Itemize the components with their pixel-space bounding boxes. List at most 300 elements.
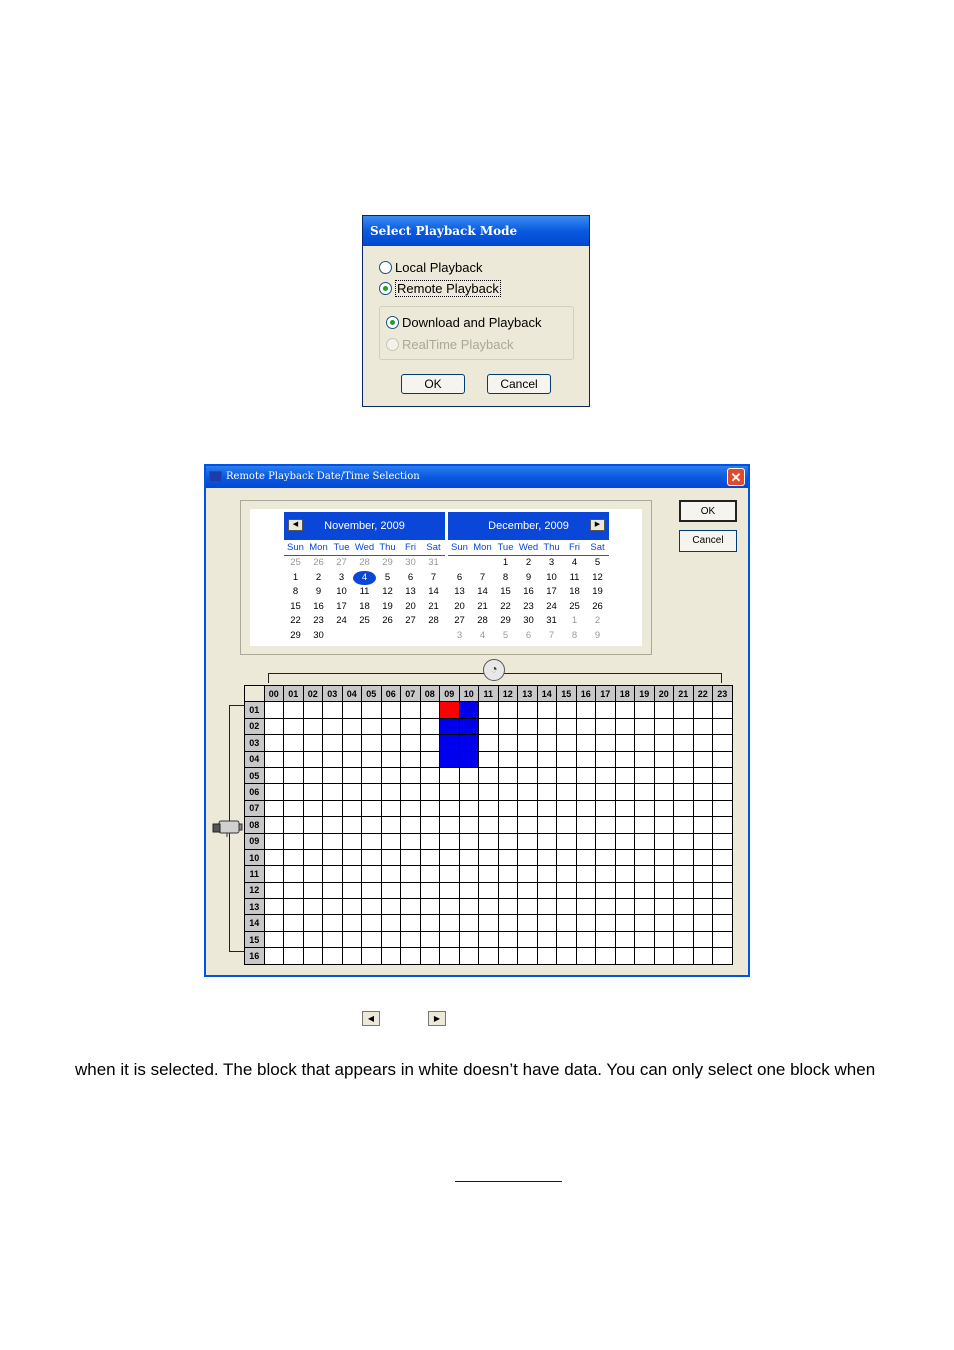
time-block[interactable] <box>342 767 362 783</box>
time-block[interactable] <box>693 931 713 947</box>
day-cell[interactable]: 11 <box>359 586 370 598</box>
time-block[interactable] <box>576 817 596 833</box>
time-block[interactable] <box>713 931 733 947</box>
day-cell[interactable]: 9 <box>594 629 601 641</box>
time-block[interactable] <box>362 784 382 800</box>
channel-header[interactable]: 02 <box>245 718 265 734</box>
time-block[interactable] <box>635 882 655 898</box>
time-block[interactable] <box>576 767 596 783</box>
hour-header[interactable]: 07 <box>401 686 421 702</box>
channel-header[interactable]: 10 <box>245 849 265 865</box>
remote-playback-radio[interactable] <box>379 280 501 298</box>
time-block[interactable] <box>323 800 343 816</box>
time-block[interactable] <box>284 849 304 865</box>
time-block[interactable] <box>596 931 616 947</box>
time-block[interactable] <box>420 767 440 783</box>
day-cell[interactable]: 8 <box>571 629 578 641</box>
time-block[interactable] <box>440 702 460 718</box>
time-block[interactable] <box>557 833 577 849</box>
time-block[interactable] <box>323 784 343 800</box>
time-block[interactable] <box>362 735 382 751</box>
time-block[interactable] <box>420 882 440 898</box>
time-block[interactable] <box>498 915 518 931</box>
time-block[interactable] <box>440 899 460 915</box>
time-block[interactable] <box>674 718 694 734</box>
day-cell[interactable]: 25 <box>359 615 370 627</box>
time-block[interactable] <box>674 899 694 915</box>
time-block[interactable] <box>518 849 538 865</box>
time-block[interactable] <box>401 931 421 947</box>
channel-header[interactable]: 09 <box>245 833 265 849</box>
time-block[interactable] <box>713 882 733 898</box>
channel-header[interactable]: 16 <box>245 948 265 964</box>
time-block[interactable] <box>674 866 694 882</box>
day-cell[interactable]: 12 <box>382 586 393 598</box>
day-cell[interactable]: 6 <box>407 571 414 583</box>
time-block[interactable] <box>459 800 479 816</box>
time-block[interactable] <box>303 866 323 882</box>
day-cell[interactable]: 6 <box>525 629 532 641</box>
time-block[interactable] <box>674 817 694 833</box>
time-block[interactable] <box>401 751 421 767</box>
time-block[interactable] <box>654 849 674 865</box>
time-block[interactable] <box>635 849 655 865</box>
time-block[interactable] <box>576 849 596 865</box>
time-block[interactable] <box>498 882 518 898</box>
time-block[interactable] <box>323 849 343 865</box>
time-block[interactable] <box>303 702 323 718</box>
day-cell[interactable]: 26 <box>592 600 603 612</box>
time-block[interactable] <box>303 735 323 751</box>
time-block[interactable] <box>342 899 362 915</box>
time-block[interactable] <box>693 767 713 783</box>
time-block[interactable] <box>518 718 538 734</box>
time-block[interactable] <box>342 882 362 898</box>
channel-header[interactable]: 04 <box>245 751 265 767</box>
time-block[interactable] <box>557 767 577 783</box>
time-block[interactable] <box>693 800 713 816</box>
time-block[interactable] <box>440 948 460 964</box>
time-block[interactable] <box>537 767 557 783</box>
time-block[interactable] <box>693 833 713 849</box>
time-block[interactable] <box>264 931 284 947</box>
time-block[interactable] <box>420 899 440 915</box>
time-block[interactable] <box>693 702 713 718</box>
time-block[interactable] <box>635 702 655 718</box>
day-cell[interactable]: 1 <box>571 615 578 627</box>
time-block[interactable] <box>635 866 655 882</box>
day-cell[interactable]: 2 <box>594 615 601 627</box>
time-block[interactable] <box>342 833 362 849</box>
time-block[interactable] <box>303 751 323 767</box>
time-block[interactable] <box>576 866 596 882</box>
time-block[interactable] <box>537 915 557 931</box>
time-block[interactable] <box>284 735 304 751</box>
time-block[interactable] <box>654 931 674 947</box>
day-cell[interactable]: 30 <box>313 629 324 641</box>
time-block[interactable] <box>498 817 518 833</box>
time-block[interactable] <box>420 751 440 767</box>
time-block[interactable] <box>654 817 674 833</box>
day-cell[interactable]: 2 <box>525 557 532 568</box>
day-cell[interactable]: 15 <box>500 586 511 598</box>
time-block[interactable] <box>518 784 538 800</box>
day-cell[interactable]: 14 <box>477 586 488 598</box>
time-block[interactable] <box>537 899 557 915</box>
time-block[interactable] <box>381 849 401 865</box>
time-block[interactable] <box>518 931 538 947</box>
time-block[interactable] <box>615 718 635 734</box>
day-cell[interactable]: 3 <box>548 557 555 568</box>
day-cell[interactable]: 2 <box>315 571 322 583</box>
time-block[interactable] <box>615 882 635 898</box>
time-block[interactable] <box>615 849 635 865</box>
time-block[interactable] <box>264 833 284 849</box>
time-block[interactable] <box>518 833 538 849</box>
time-block[interactable] <box>518 866 538 882</box>
time-block[interactable] <box>596 718 616 734</box>
time-block[interactable] <box>537 735 557 751</box>
hour-header[interactable]: 18 <box>615 686 635 702</box>
time-block[interactable] <box>303 784 323 800</box>
day-cell[interactable]: 28 <box>428 615 439 627</box>
time-block[interactable] <box>323 915 343 931</box>
time-block[interactable] <box>576 931 596 947</box>
time-block[interactable] <box>693 784 713 800</box>
time-block[interactable] <box>459 849 479 865</box>
local-playback-radio[interactable] <box>379 259 482 277</box>
day-cell[interactable]: 31 <box>428 557 439 568</box>
time-block[interactable] <box>303 817 323 833</box>
download-and-playback-radio[interactable] <box>386 314 541 332</box>
time-block[interactable] <box>284 702 304 718</box>
channel-header[interactable]: 07 <box>245 800 265 816</box>
time-block[interactable] <box>615 915 635 931</box>
time-block[interactable] <box>303 882 323 898</box>
time-block[interactable] <box>713 800 733 816</box>
time-block[interactable] <box>635 817 655 833</box>
day-cell[interactable]: 27 <box>454 615 465 627</box>
channel-header[interactable]: 12 <box>245 882 265 898</box>
time-block[interactable] <box>323 866 343 882</box>
time-block[interactable] <box>596 849 616 865</box>
time-block[interactable] <box>381 702 401 718</box>
time-block[interactable] <box>615 948 635 964</box>
time-block[interactable] <box>459 784 479 800</box>
time-block[interactable] <box>362 702 382 718</box>
cancel-button[interactable]: Cancel <box>679 530 737 552</box>
time-block[interactable] <box>323 702 343 718</box>
time-block[interactable] <box>401 735 421 751</box>
day-cell[interactable]: 30 <box>523 615 534 627</box>
time-block[interactable] <box>713 915 733 931</box>
time-block[interactable] <box>615 866 635 882</box>
ok-button[interactable]: OK <box>401 374 465 394</box>
day-cell[interactable]: 8 <box>502 571 509 583</box>
day-cell[interactable]: 29 <box>290 629 301 641</box>
hour-header[interactable]: 19 <box>635 686 655 702</box>
time-block[interactable] <box>342 948 362 964</box>
time-block[interactable] <box>284 866 304 882</box>
hour-header[interactable]: 14 <box>537 686 557 702</box>
time-block[interactable] <box>635 915 655 931</box>
channel-header[interactable]: 14 <box>245 915 265 931</box>
time-block[interactable] <box>362 833 382 849</box>
day-cell[interactable]: 4 <box>353 571 376 586</box>
time-block[interactable] <box>537 882 557 898</box>
time-block[interactable] <box>342 931 362 947</box>
day-cell[interactable]: 3 <box>456 629 463 641</box>
time-block[interactable] <box>557 751 577 767</box>
close-button[interactable]: ✕ <box>727 468 745 486</box>
hour-header[interactable]: 00 <box>264 686 284 702</box>
time-block[interactable] <box>654 833 674 849</box>
time-block[interactable] <box>362 800 382 816</box>
time-block[interactable] <box>596 784 616 800</box>
time-block[interactable] <box>303 899 323 915</box>
time-block[interactable] <box>654 767 674 783</box>
time-block[interactable] <box>459 915 479 931</box>
time-block[interactable] <box>264 767 284 783</box>
time-block[interactable] <box>596 833 616 849</box>
time-block[interactable] <box>635 751 655 767</box>
time-block[interactable] <box>479 833 499 849</box>
channel-header[interactable]: 11 <box>245 866 265 882</box>
time-block[interactable] <box>303 718 323 734</box>
time-block[interactable] <box>713 751 733 767</box>
time-block[interactable] <box>362 899 382 915</box>
time-block[interactable] <box>674 849 694 865</box>
time-block[interactable] <box>693 849 713 865</box>
day-cell[interactable]: 5 <box>594 557 601 568</box>
time-block[interactable] <box>342 735 362 751</box>
day-cell[interactable]: 29 <box>500 615 511 627</box>
time-block[interactable] <box>381 915 401 931</box>
day-cell[interactable]: 27 <box>405 615 416 627</box>
day-cell[interactable]: 9 <box>525 571 532 583</box>
time-block[interactable] <box>479 784 499 800</box>
time-block[interactable] <box>303 833 323 849</box>
time-block[interactable] <box>381 931 401 947</box>
time-block[interactable] <box>518 751 538 767</box>
time-block[interactable] <box>654 800 674 816</box>
time-block[interactable] <box>674 948 694 964</box>
time-block[interactable] <box>615 767 635 783</box>
time-block[interactable] <box>479 915 499 931</box>
time-block[interactable] <box>401 866 421 882</box>
time-block[interactable] <box>284 718 304 734</box>
hour-header[interactable]: 21 <box>674 686 694 702</box>
time-block[interactable] <box>440 931 460 947</box>
time-block[interactable] <box>459 751 479 767</box>
time-block[interactable] <box>654 915 674 931</box>
time-block[interactable] <box>323 751 343 767</box>
time-block[interactable] <box>557 735 577 751</box>
time-block[interactable] <box>635 833 655 849</box>
time-block[interactable] <box>479 882 499 898</box>
time-block[interactable] <box>284 767 304 783</box>
time-block[interactable] <box>537 800 557 816</box>
day-cell[interactable]: 13 <box>405 586 416 598</box>
time-block[interactable] <box>303 948 323 964</box>
time-block[interactable] <box>654 866 674 882</box>
time-block[interactable] <box>264 751 284 767</box>
time-block[interactable] <box>518 702 538 718</box>
hour-header[interactable]: 03 <box>323 686 343 702</box>
time-block[interactable] <box>440 882 460 898</box>
day-cell[interactable]: 28 <box>477 615 488 627</box>
time-block[interactable] <box>576 718 596 734</box>
time-block[interactable] <box>284 948 304 964</box>
time-block[interactable] <box>284 931 304 947</box>
time-block[interactable] <box>303 915 323 931</box>
time-block[interactable] <box>537 833 557 849</box>
time-block[interactable] <box>420 784 440 800</box>
time-block[interactable] <box>713 817 733 833</box>
time-block[interactable] <box>654 948 674 964</box>
time-block[interactable] <box>674 931 694 947</box>
time-block[interactable] <box>635 931 655 947</box>
day-cell[interactable]: 10 <box>336 586 347 598</box>
time-block[interactable] <box>518 899 538 915</box>
time-block[interactable] <box>479 718 499 734</box>
time-block[interactable] <box>342 800 362 816</box>
time-block[interactable] <box>557 866 577 882</box>
day-cell[interactable]: 10 <box>546 571 557 583</box>
time-block[interactable] <box>420 833 440 849</box>
time-block[interactable] <box>381 817 401 833</box>
time-block[interactable] <box>713 702 733 718</box>
time-block[interactable] <box>498 702 518 718</box>
time-block[interactable] <box>342 702 362 718</box>
day-cell[interactable]: 18 <box>569 586 580 598</box>
time-block[interactable] <box>674 735 694 751</box>
time-block[interactable] <box>401 718 421 734</box>
hour-header[interactable]: 02 <box>303 686 323 702</box>
day-cell[interactable]: 19 <box>592 586 603 598</box>
time-block[interactable] <box>518 817 538 833</box>
time-block[interactable] <box>654 882 674 898</box>
hour-header[interactable]: 08 <box>420 686 440 702</box>
time-block[interactable] <box>342 784 362 800</box>
time-block[interactable] <box>576 702 596 718</box>
time-block[interactable] <box>362 767 382 783</box>
time-block[interactable] <box>459 735 479 751</box>
time-block[interactable] <box>498 931 518 947</box>
time-block[interactable] <box>654 702 674 718</box>
time-block[interactable] <box>693 735 713 751</box>
hour-header[interactable]: 13 <box>518 686 538 702</box>
time-block[interactable] <box>596 817 616 833</box>
time-block[interactable] <box>459 718 479 734</box>
time-block[interactable] <box>362 882 382 898</box>
time-block[interactable] <box>362 751 382 767</box>
time-block[interactable] <box>576 882 596 898</box>
time-block[interactable] <box>576 784 596 800</box>
time-block[interactable] <box>674 882 694 898</box>
time-block[interactable] <box>498 784 518 800</box>
time-block[interactable] <box>440 751 460 767</box>
time-block[interactable] <box>518 948 538 964</box>
day-cell[interactable]: 1 <box>502 557 509 568</box>
day-cell[interactable]: 12 <box>592 571 603 583</box>
time-block[interactable] <box>303 767 323 783</box>
day-cell[interactable]: 11 <box>569 571 580 583</box>
time-block[interactable] <box>498 735 518 751</box>
day-cell[interactable]: 13 <box>454 586 465 598</box>
time-block[interactable] <box>693 751 713 767</box>
day-cell[interactable]: 6 <box>456 571 463 583</box>
hour-header[interactable]: 15 <box>557 686 577 702</box>
time-block[interactable] <box>596 735 616 751</box>
time-block[interactable] <box>518 735 538 751</box>
time-block[interactable] <box>693 899 713 915</box>
hour-header[interactable]: 11 <box>479 686 499 702</box>
day-cell[interactable]: 21 <box>477 600 488 612</box>
time-block[interactable] <box>420 849 440 865</box>
time-block[interactable] <box>596 915 616 931</box>
time-block[interactable] <box>264 899 284 915</box>
time-block[interactable] <box>693 915 713 931</box>
time-block[interactable] <box>264 915 284 931</box>
day-cell[interactable]: 4 <box>571 557 578 568</box>
time-block[interactable] <box>557 817 577 833</box>
day-cell[interactable]: 17 <box>546 586 557 598</box>
time-block[interactable] <box>264 817 284 833</box>
time-block[interactable] <box>342 718 362 734</box>
time-block[interactable] <box>596 948 616 964</box>
time-block[interactable] <box>635 800 655 816</box>
time-block[interactable] <box>615 702 635 718</box>
time-block[interactable] <box>596 882 616 898</box>
time-block[interactable] <box>420 800 440 816</box>
day-cell[interactable]: 22 <box>500 600 511 612</box>
hour-header[interactable]: 04 <box>342 686 362 702</box>
time-block[interactable] <box>401 849 421 865</box>
time-block[interactable] <box>674 784 694 800</box>
time-block[interactable] <box>615 931 635 947</box>
time-block[interactable] <box>362 866 382 882</box>
time-block[interactable] <box>615 817 635 833</box>
time-block[interactable] <box>596 899 616 915</box>
time-block[interactable] <box>557 784 577 800</box>
day-cell[interactable]: 7 <box>430 571 437 583</box>
time-block[interactable] <box>362 948 382 964</box>
time-block[interactable] <box>654 718 674 734</box>
time-block[interactable] <box>498 899 518 915</box>
time-block[interactable] <box>284 817 304 833</box>
time-block[interactable] <box>420 718 440 734</box>
time-block[interactable] <box>264 882 284 898</box>
time-block[interactable] <box>323 931 343 947</box>
time-block[interactable] <box>713 735 733 751</box>
time-block[interactable] <box>674 767 694 783</box>
time-block[interactable] <box>518 767 538 783</box>
day-cell[interactable]: 19 <box>382 600 393 612</box>
hour-header[interactable]: 10 <box>459 686 479 702</box>
day-cell[interactable]: 9 <box>315 586 322 598</box>
time-block[interactable] <box>479 817 499 833</box>
time-block[interactable] <box>323 899 343 915</box>
time-block[interactable] <box>362 817 382 833</box>
time-block[interactable] <box>713 849 733 865</box>
time-block[interactable] <box>264 718 284 734</box>
day-cell[interactable]: 22 <box>290 615 301 627</box>
hour-header[interactable]: 01 <box>284 686 304 702</box>
time-block[interactable] <box>381 866 401 882</box>
time-block[interactable] <box>440 767 460 783</box>
time-block[interactable] <box>557 915 577 931</box>
